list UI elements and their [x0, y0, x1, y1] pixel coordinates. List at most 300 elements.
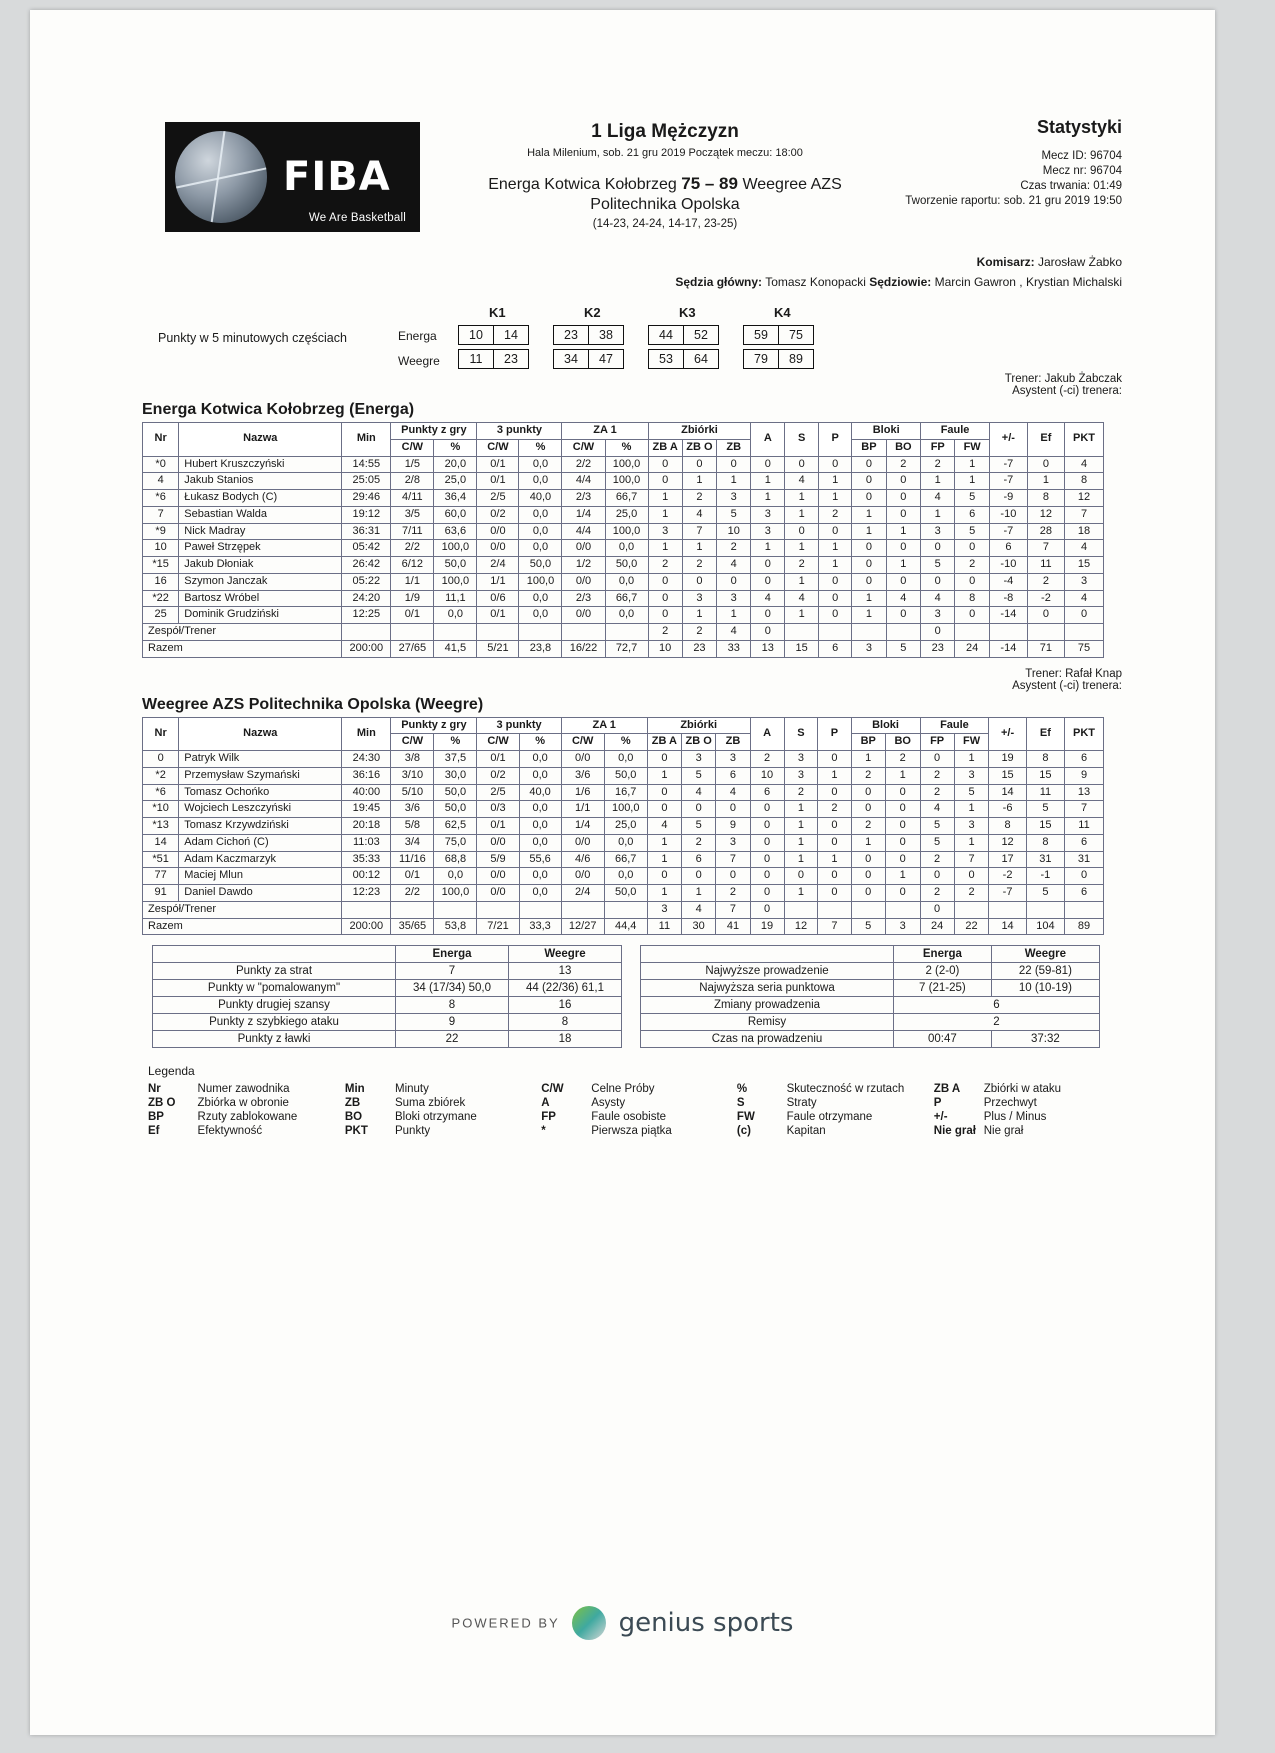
cell-fg: 4/11 [391, 490, 434, 507]
home-coach-name: Jakub Żabczak [1044, 373, 1122, 385]
legend-key: Nie grał [933, 1125, 976, 1138]
cell-blank [477, 901, 519, 918]
legend-key: ZB [344, 1097, 361, 1110]
cell-zbo: 1 [682, 885, 716, 902]
cell-s: 1 [784, 818, 818, 835]
cell-zba: 1 [648, 540, 682, 557]
cell-blank [342, 624, 391, 641]
table-row [143, 573, 1104, 590]
cell-label: Punkty drugiej szansy [153, 997, 396, 1014]
th-group-foul: Faule [920, 717, 989, 734]
legend-value: Plus / Minus [983, 1111, 1047, 1124]
th-s: S [785, 423, 819, 457]
cell-fgp: 37,5 [434, 751, 477, 768]
cell-label: Czas na prowadzeniu [641, 1031, 894, 1048]
cell-zb: 9 [716, 818, 750, 835]
legend-value: Przechwyt [983, 1097, 1037, 1110]
cell-3p: 0/0 [477, 540, 519, 557]
cell-name: Sebastian Walda [179, 506, 342, 523]
table-header-group-row [143, 717, 1104, 734]
cell-fw: 22 [954, 918, 989, 935]
legend-key: S [736, 1097, 745, 1110]
cell-3pp: 0,0 [519, 885, 561, 902]
cell-a: 13 [751, 640, 785, 657]
cell-3p: 2/5 [477, 490, 519, 507]
cell-blank [955, 624, 990, 641]
legend-key: ZB O [148, 1097, 176, 1110]
cell-fg: 35/65 [391, 918, 434, 935]
cell-p: 0 [819, 456, 852, 473]
legend-value: Numer zawodnika [197, 1083, 290, 1096]
legend-value: Bloki otrzymane [394, 1111, 477, 1124]
th-3p-pct: % [519, 439, 562, 456]
cell-fp: 5 [920, 818, 954, 835]
cell-a: 0 [750, 818, 784, 835]
table-row [143, 590, 1104, 607]
cell-s: 1 [785, 490, 819, 507]
cell-name: Bartosz Wróbel [179, 590, 342, 607]
cell-ftp: 66,7 [605, 590, 648, 607]
table-row [143, 557, 1104, 574]
cell-bp: 0 [851, 851, 885, 868]
cell-pm: 14 [989, 918, 1026, 935]
cell-ft: 0/0 [562, 573, 605, 590]
cell-zbo: 4 [682, 506, 716, 523]
cell-fp: 0 [921, 540, 955, 557]
th-plusminus: +/- [989, 717, 1026, 751]
legend-key: FP [541, 1111, 556, 1124]
cell-3pp: 0,0 [519, 607, 562, 624]
cell-zbo: 30 [682, 918, 716, 935]
cell-weegre: 8 [509, 1014, 622, 1031]
cell-bo: 0 [886, 573, 921, 590]
cell-ft: 0/0 [561, 868, 604, 885]
away-team-name: Weegree AZS [742, 176, 842, 193]
team-coach-row [143, 901, 1104, 918]
cell-fgp: 100,0 [434, 540, 477, 557]
cell-ft: 4/4 [562, 523, 605, 540]
cell-ef: 104 [1026, 918, 1064, 935]
cell-pkt: 6 [1065, 751, 1104, 768]
cell-bp: 0 [851, 868, 885, 885]
cell-3pp: 33,3 [519, 918, 561, 935]
cell-zba: 4 [647, 818, 681, 835]
cell-min: 24:20 [342, 590, 391, 607]
away-team-name-2: Politechnika Opolska [590, 196, 740, 213]
cell-ef: 71 [1027, 640, 1064, 657]
partial-cell: 44 [649, 326, 684, 344]
cell-ft: 12/27 [561, 918, 604, 935]
cell-bp: 0 [851, 784, 885, 801]
cell-fw: 24 [955, 640, 990, 657]
main-referee-label: Sędzia główny: [675, 275, 763, 289]
th-name: Nazwa [179, 717, 342, 751]
cell-blank [1026, 901, 1064, 918]
cell-p: 0 [819, 607, 852, 624]
table-header-row [153, 946, 622, 963]
cell-ft: 2/4 [561, 885, 604, 902]
cell-weegre: 10 (10-19) [991, 980, 1099, 997]
cell-weegre: 44 (22/36) 61,1 [509, 980, 622, 997]
cell-zb: 6 [716, 767, 750, 784]
cell-pm: 14 [989, 784, 1026, 801]
cell-a: 0 [751, 557, 785, 574]
partial-cell: 38 [599, 328, 613, 342]
cell-ft: 0/0 [562, 540, 605, 557]
cell-a: 1 [751, 540, 785, 557]
th-group-foul: Faule [921, 423, 990, 440]
cell-a: 0 [750, 834, 784, 851]
cell-zbo: 0 [682, 801, 716, 818]
match-duration: Czas trwania: 01:49 [1020, 180, 1122, 192]
cell-fg: 3/6 [391, 801, 434, 818]
cell-label: Punkty z ławki [153, 1031, 396, 1048]
legend-value: Rzuty zablokowane [197, 1111, 298, 1124]
cell-nr: 14 [143, 834, 179, 851]
partial-cell: 53 [649, 350, 684, 368]
cell-fg: 11/16 [391, 851, 434, 868]
cell-label: Punkty za strat [153, 963, 396, 980]
cell-p: 1 [818, 851, 851, 868]
cell-nr: 77 [143, 868, 179, 885]
cell-bp: 0 [852, 473, 886, 490]
cell-bo: 4 [886, 590, 921, 607]
th-ft-pct: % [604, 734, 647, 751]
cell-team-label: Zespół/Trener [143, 624, 342, 641]
legend-value: Straty [786, 1097, 817, 1110]
th-fw: FW [955, 439, 990, 456]
cell-fgp: 30,0 [434, 767, 477, 784]
cell-zb: 2 [716, 885, 750, 902]
table-row [143, 490, 1104, 507]
home-team-heading: Energa Kotwica Kołobrzeg (Energa) [142, 401, 415, 418]
cell-a: 0 [750, 851, 784, 868]
cell-pkt: 8 [1065, 473, 1104, 490]
cell-bp: 1 [852, 506, 886, 523]
cell-name: Maciej Mlun [179, 868, 342, 885]
cell-zba: 3 [647, 901, 681, 918]
cell-bo: 1 [885, 767, 920, 784]
cell-pm: -2 [989, 868, 1026, 885]
cell-fp: 1 [921, 506, 955, 523]
footer [30, 1606, 1215, 1640]
cell-fw: 0 [955, 607, 990, 624]
cell-name: Adam Cichoń (C) [179, 834, 342, 851]
partial-cell: 47 [599, 352, 613, 366]
cell-energa: 2 (2-0) [894, 963, 992, 980]
match-number: Mecz nr: 96704 [1042, 165, 1122, 177]
cell-ftp: 44,4 [604, 918, 647, 935]
cell-zb: 0 [716, 801, 750, 818]
cell-zb: 5 [717, 506, 751, 523]
cell-ftp: 0,0 [604, 868, 647, 885]
cell-nr: *2 [143, 767, 179, 784]
cell-bo: 0 [885, 784, 920, 801]
th-p: P [819, 423, 852, 457]
cell-blank [604, 901, 647, 918]
cell-blank [785, 624, 819, 641]
th-group-ft: ZA 1 [561, 717, 647, 734]
league-title: 1 Liga Mężczyzn [591, 121, 739, 142]
cell-blank [391, 624, 434, 641]
officials-block [675, 255, 1122, 289]
cell-fw: 5 [955, 523, 990, 540]
cell-min: 19:45 [342, 801, 391, 818]
cell-ef: 11 [1026, 784, 1064, 801]
table-header-row [641, 946, 1100, 963]
th-weegre: Weegre [509, 946, 622, 963]
cell-p: 0 [818, 834, 851, 851]
cell-bo: 0 [885, 885, 920, 902]
cell-energa: 7 [396, 963, 509, 980]
cell-a: 0 [751, 624, 785, 641]
cell-ftp: 100,0 [604, 801, 647, 818]
cell-3p: 0/0 [477, 834, 519, 851]
cell-fgp: 0,0 [434, 868, 477, 885]
th-fp: FP [920, 734, 954, 751]
th-energa: Energa [396, 946, 509, 963]
cell-zb: 0 [717, 573, 751, 590]
cell-zb: 7 [716, 851, 750, 868]
cell-fgp: 41,5 [434, 640, 477, 657]
cell-3pp: 40,0 [519, 784, 561, 801]
cell-blank [434, 901, 477, 918]
th-a: A [751, 423, 785, 457]
cell-ftp: 72,7 [605, 640, 648, 657]
cell-ftp: 100,0 [605, 456, 648, 473]
table-row [153, 1014, 622, 1031]
cell-a: 0 [751, 607, 785, 624]
th-weegre: Weegre [991, 946, 1099, 963]
legend-key: Nr [148, 1083, 161, 1096]
cell-a: 10 [750, 767, 784, 784]
cell-ftp: 100,0 [605, 473, 648, 490]
th-fg-cw: C/W [391, 734, 434, 751]
cell-s: 0 [784, 868, 818, 885]
cell-fw: 6 [955, 506, 990, 523]
cell-bp: 0 [852, 456, 886, 473]
cell-3pp: 0,0 [519, 473, 562, 490]
cell-a: 0 [750, 901, 784, 918]
table-row [153, 980, 622, 997]
cell-pm: -7 [989, 473, 1027, 490]
cell-pm: 17 [989, 851, 1026, 868]
cell-fw: 2 [954, 885, 989, 902]
th-group-blk: Bloki [852, 423, 921, 440]
cell-zbo: 23 [682, 640, 716, 657]
cell-ef: -1 [1026, 868, 1064, 885]
cell-pkt: 7 [1065, 801, 1104, 818]
cell-3pp: 40,0 [519, 490, 562, 507]
table-row [143, 473, 1104, 490]
cell-label: Remisy [641, 1014, 894, 1031]
home-coach-label: Trener: [1004, 373, 1042, 385]
th-ft-cw: C/W [561, 734, 604, 751]
cell-ft: 4/6 [561, 851, 604, 868]
cell-name: Patryk Wilk [179, 751, 342, 768]
cell-min: 05:42 [342, 540, 391, 557]
referee-names: Marcin Gawron , Krystian Michalski [934, 275, 1122, 289]
cell-fp: 4 [921, 490, 955, 507]
cell-a: 0 [750, 801, 784, 818]
legend-key: Min [344, 1083, 365, 1096]
partial-cell: 23 [554, 326, 589, 344]
cell-value: 6 [894, 997, 1100, 1014]
cell-fw: 2 [955, 557, 990, 574]
legend-value: Suma zbiórek [394, 1097, 466, 1110]
cell-fp: 0 [920, 868, 954, 885]
cell-nr: *0 [143, 456, 179, 473]
cell-ef: 12 [1027, 506, 1064, 523]
legend-value: Punkty [394, 1125, 431, 1138]
cell-3p: 2/5 [477, 784, 519, 801]
cell-fgp: 25,0 [434, 473, 477, 490]
cell-bp: 0 [852, 540, 886, 557]
cell-weegre: 18 [509, 1031, 622, 1048]
cell-fw: 8 [955, 590, 990, 607]
cell-pkt: 13 [1065, 784, 1104, 801]
cell-zba: 0 [647, 751, 681, 768]
cell-ef: 11 [1027, 557, 1064, 574]
table-row [143, 607, 1104, 624]
cell-fgp: 53,8 [434, 918, 477, 935]
cell-fg: 2/2 [391, 540, 434, 557]
cell-bp: 0 [852, 573, 886, 590]
cell-value: 2 [894, 1014, 1100, 1031]
legend-key: C/W [541, 1083, 564, 1096]
legend-value: Faule osobiste [591, 1111, 667, 1124]
cell-fw: 3 [954, 818, 989, 835]
th-group-fg: Punkty z gry [391, 423, 477, 440]
table-row [143, 885, 1104, 902]
cell-a: 3 [751, 506, 785, 523]
venue-line: Hala Milenium, sob. 21 gru 2019 Początek meczu: 18:00 [527, 147, 803, 159]
table-row [143, 751, 1104, 768]
th-group-ft: ZA 1 [562, 423, 648, 440]
cell-3pp: 23,8 [519, 640, 562, 657]
cell-p: 1 [819, 557, 852, 574]
legend-table [148, 1082, 1130, 1138]
legend-value: Celne Próby [591, 1083, 655, 1096]
cell-ef: 2 [1027, 573, 1064, 590]
cell-min: 00:12 [342, 868, 391, 885]
cell-3pp: 0,0 [519, 506, 562, 523]
cell-name: Daniel Dawdo [179, 885, 342, 902]
th-group-blk: Bloki [851, 717, 920, 734]
cell-fw: 1 [954, 801, 989, 818]
cell-fgp: 20,0 [434, 456, 477, 473]
legend-key: PKT [344, 1125, 368, 1138]
cell-blank [519, 624, 562, 641]
home-boxscore-table [142, 422, 1104, 658]
cell-fp: 2 [921, 456, 955, 473]
cell-pm: 12 [989, 834, 1026, 851]
cell-team-label: Zespół/Trener [143, 901, 342, 918]
cell-min: 24:30 [342, 751, 391, 768]
legend-value: Asysty [591, 1097, 626, 1110]
cell-bp: 5 [851, 918, 885, 935]
cell-zb: 4 [717, 557, 751, 574]
cell-zb: 0 [716, 868, 750, 885]
cell-nr: 10 [143, 540, 179, 557]
cell-bp: 0 [851, 801, 885, 818]
partial-home-k1 [458, 325, 529, 345]
th-min: Min [342, 717, 391, 751]
home-team-name: Energa Kotwica Kołobrzeg [488, 176, 677, 193]
legend-value: Kapitan [786, 1125, 826, 1138]
cell-bo: 0 [886, 473, 921, 490]
cell-3pp: 50,0 [519, 557, 562, 574]
cell-fp: 3 [921, 523, 955, 540]
partial-cell: 10 [459, 326, 494, 344]
th-3p-cw: C/W [477, 439, 519, 456]
cell-ftp: 50,0 [604, 767, 647, 784]
lead-stats-table [640, 945, 1100, 1048]
cell-fg: 27/65 [391, 640, 434, 657]
cell-label: Punkty w "pomalowanym" [153, 980, 396, 997]
commissioner-label: Komisarz: [976, 255, 1035, 269]
cell-ef: 31 [1026, 851, 1064, 868]
cell-s: 3 [784, 767, 818, 784]
cell-zba: 0 [647, 784, 681, 801]
table-row [143, 851, 1104, 868]
th-name: Nazwa [179, 423, 342, 457]
cell-3p: 0/1 [477, 456, 519, 473]
cell-zba: 0 [647, 868, 681, 885]
fiba-tagline: We Are Basketball [308, 212, 406, 224]
th-group-reb: Zbiórki [648, 423, 751, 440]
partial-cell: 75 [789, 328, 803, 342]
cell-fgp: 100,0 [434, 885, 477, 902]
cell-fp: 2 [920, 885, 954, 902]
cell-p: 1 [819, 540, 852, 557]
cell-fp: 3 [921, 607, 955, 624]
cell-weegre: 16 [509, 997, 622, 1014]
cell-3pp: 55,6 [519, 851, 561, 868]
cell-zb: 3 [716, 834, 750, 851]
partial-away-k3 [648, 349, 719, 369]
cell-name: Dominik Grudziński [179, 607, 342, 624]
away-assistant-label: Asystent (-ci) trenera: [1012, 679, 1122, 692]
cell-ftp: 0,0 [604, 834, 647, 851]
th-ft-pct: % [605, 439, 648, 456]
quarter-scores: (14-23, 24-24, 14-17, 23-25) [592, 218, 738, 230]
cell-zba: 0 [648, 573, 682, 590]
cell-min: 200:00 [342, 918, 391, 935]
cell-3pp: 0,0 [519, 868, 561, 885]
cell-pkt: 4 [1065, 456, 1104, 473]
cell-zba: 0 [647, 801, 681, 818]
cell-ftp: 0,0 [605, 607, 648, 624]
cell-ftp: 25,0 [604, 818, 647, 835]
cell-s: 1 [784, 885, 818, 902]
cell-pkt: 9 [1065, 767, 1104, 784]
cell-ef: 15 [1026, 818, 1064, 835]
home-assistant-line [140, 385, 1130, 397]
cell-fp: 2 [920, 784, 954, 801]
cell-fw: 0 [955, 573, 990, 590]
cell-3pp: 0,0 [519, 801, 561, 818]
legend-row [148, 1110, 1130, 1124]
cell-ft: 1/4 [561, 818, 604, 835]
table-row [143, 784, 1104, 801]
cell-ft: 0/0 [562, 607, 605, 624]
cell-blank [886, 624, 921, 641]
cell-pkt: 31 [1065, 851, 1104, 868]
cell-3p: 1/1 [477, 573, 519, 590]
cell-s: 4 [785, 473, 819, 490]
cell-name: Tomasz Krzywdziński [179, 818, 342, 835]
